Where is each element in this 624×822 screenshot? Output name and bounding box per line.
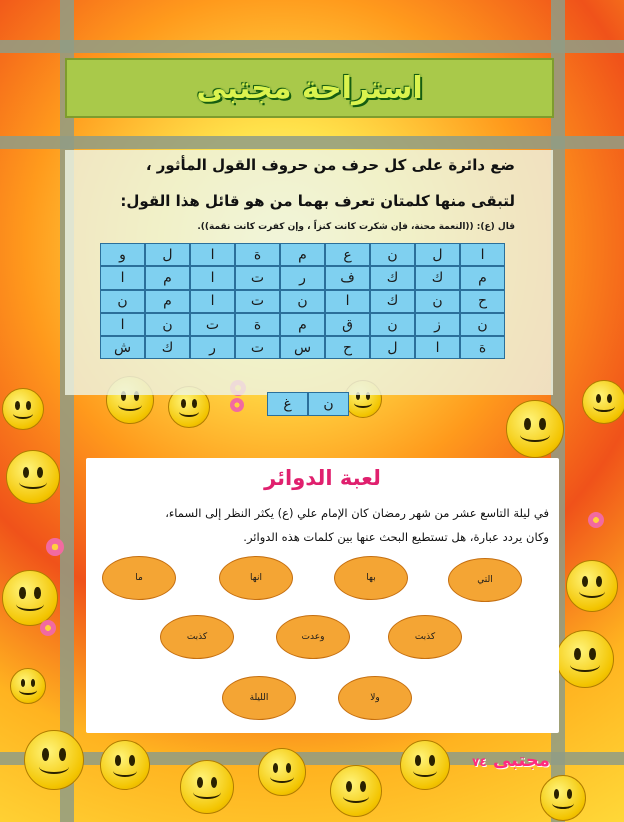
flower-icon — [40, 620, 56, 636]
grid-cell[interactable]: ك — [415, 266, 460, 289]
hadith-text: قال (ع): ((النعمة محنة، فإن شكرت كانت كنزاً ، وإن كفرت كانت نقمة)). — [197, 222, 515, 232]
flower-icon — [46, 538, 64, 556]
grid-cell[interactable]: ة — [460, 336, 505, 359]
word-circle[interactable]: بها — [334, 556, 408, 600]
smiley-icon — [540, 775, 586, 821]
grid-cell[interactable]: م — [145, 290, 190, 313]
grid-cell[interactable]: ن — [308, 392, 349, 416]
smiley-icon — [2, 388, 44, 430]
grid-cell[interactable]: ك — [145, 336, 190, 359]
smiley-icon — [556, 630, 614, 688]
grid-cell[interactable]: ل — [370, 336, 415, 359]
smiley-icon — [6, 450, 60, 504]
word-circle[interactable]: وعدت — [276, 615, 350, 659]
grid-cell[interactable]: ل — [145, 243, 190, 266]
grid-cell[interactable]: ش — [100, 336, 145, 359]
circles-game-title: لعبة الدوائر — [264, 466, 381, 490]
decor-bar-horizontal — [0, 136, 624, 149]
grid-cell[interactable]: ا — [100, 313, 145, 336]
circles-game-text-line-2: وكان يردد عبارة، هل تستطيع البحث عنها بين كلمات هذه الدوائر. — [243, 530, 549, 544]
instruction-line-2: لتبقى منها كلمتان تعرف بهما من هو قائل هذا القول: — [120, 192, 515, 210]
grid-cell[interactable]: م — [280, 243, 325, 266]
title-banner — [65, 58, 554, 118]
letter-grid — [100, 243, 505, 359]
page-title: استراحة مجتبى — [196, 70, 423, 106]
logo-text: مجتبى — [492, 750, 550, 771]
smiley-icon — [582, 380, 624, 424]
word-circle[interactable]: الليلة — [222, 676, 296, 720]
smiley-icon — [330, 765, 382, 817]
grid-cell[interactable]: ن — [100, 290, 145, 313]
grid-cell[interactable]: ل — [415, 243, 460, 266]
decor-bar-horizontal — [0, 40, 624, 53]
grid-cell[interactable]: ن — [415, 290, 460, 313]
word-circle[interactable]: انها — [219, 556, 293, 600]
grid-cell[interactable]: غ — [267, 392, 308, 416]
grid-cell[interactable]: و — [100, 243, 145, 266]
grid-cell[interactable]: ن — [370, 313, 415, 336]
grid-cell[interactable]: ا — [190, 243, 235, 266]
grid-cell[interactable]: ت — [235, 336, 280, 359]
grid-cell[interactable]: ن — [370, 243, 415, 266]
grid-cell[interactable]: م — [460, 266, 505, 289]
letter-grid-extra-row — [267, 392, 349, 416]
grid-cell[interactable]: ا — [190, 266, 235, 289]
grid-cell[interactable]: ا — [100, 266, 145, 289]
smiley-icon — [100, 740, 150, 790]
circles-game-text-line-1: في ليلة التاسع عشر من شهر رمضان كان الإمام علي (ع) يكثر النظر إلى السماء، — [165, 506, 549, 520]
word-circle[interactable]: ما — [102, 556, 176, 600]
grid-cell[interactable]: م — [280, 313, 325, 336]
grid-cell[interactable]: ة — [235, 243, 280, 266]
grid-cell[interactable]: ت — [235, 266, 280, 289]
grid-cell[interactable]: ن — [460, 313, 505, 336]
grid-cell[interactable]: ر — [190, 336, 235, 359]
smiley-icon — [506, 400, 564, 458]
word-circle[interactable]: كذبت — [388, 615, 462, 659]
grid-cell[interactable]: ح — [460, 290, 505, 313]
grid-cell[interactable]: م — [145, 266, 190, 289]
grid-cell[interactable]: ة — [235, 313, 280, 336]
decor-bar-vertical — [60, 0, 74, 822]
page-number: ٧٤ — [472, 755, 487, 769]
grid-cell[interactable]: ا — [190, 290, 235, 313]
word-circle[interactable]: ولا — [338, 676, 412, 720]
smiley-icon — [10, 668, 46, 704]
smiley-icon — [566, 560, 618, 612]
smiley-icon — [24, 730, 84, 790]
grid-cell[interactable]: ك — [370, 290, 415, 313]
instruction-line-1: ضع دائرة على كل حرف من حروف القول المأثور ، — [145, 156, 515, 174]
grid-cell[interactable]: ق — [325, 313, 370, 336]
grid-cell[interactable]: ا — [325, 290, 370, 313]
grid-cell[interactable]: ن — [145, 313, 190, 336]
grid-cell[interactable]: ف — [325, 266, 370, 289]
grid-cell[interactable]: ت — [190, 313, 235, 336]
magazine-logo — [472, 750, 550, 771]
flower-icon — [588, 512, 604, 528]
word-circle[interactable]: كذبت — [160, 615, 234, 659]
circles-game-panel — [86, 458, 559, 733]
smiley-icon — [180, 760, 234, 814]
flower-icon — [230, 398, 244, 412]
grid-cell[interactable]: ز — [415, 313, 460, 336]
smiley-icon — [400, 740, 450, 790]
grid-cell[interactable]: ر — [280, 266, 325, 289]
grid-cell[interactable]: ت — [235, 290, 280, 313]
grid-cell[interactable]: ع — [325, 243, 370, 266]
word-circle[interactable]: التي — [448, 558, 522, 602]
grid-cell[interactable]: ك — [370, 266, 415, 289]
grid-cell[interactable]: س — [280, 336, 325, 359]
grid-cell[interactable]: ح — [325, 336, 370, 359]
grid-cell[interactable]: ن — [280, 290, 325, 313]
smiley-icon — [258, 748, 306, 796]
grid-cell[interactable]: ا — [460, 243, 505, 266]
smiley-icon — [2, 570, 58, 626]
grid-cell[interactable]: ا — [415, 336, 460, 359]
